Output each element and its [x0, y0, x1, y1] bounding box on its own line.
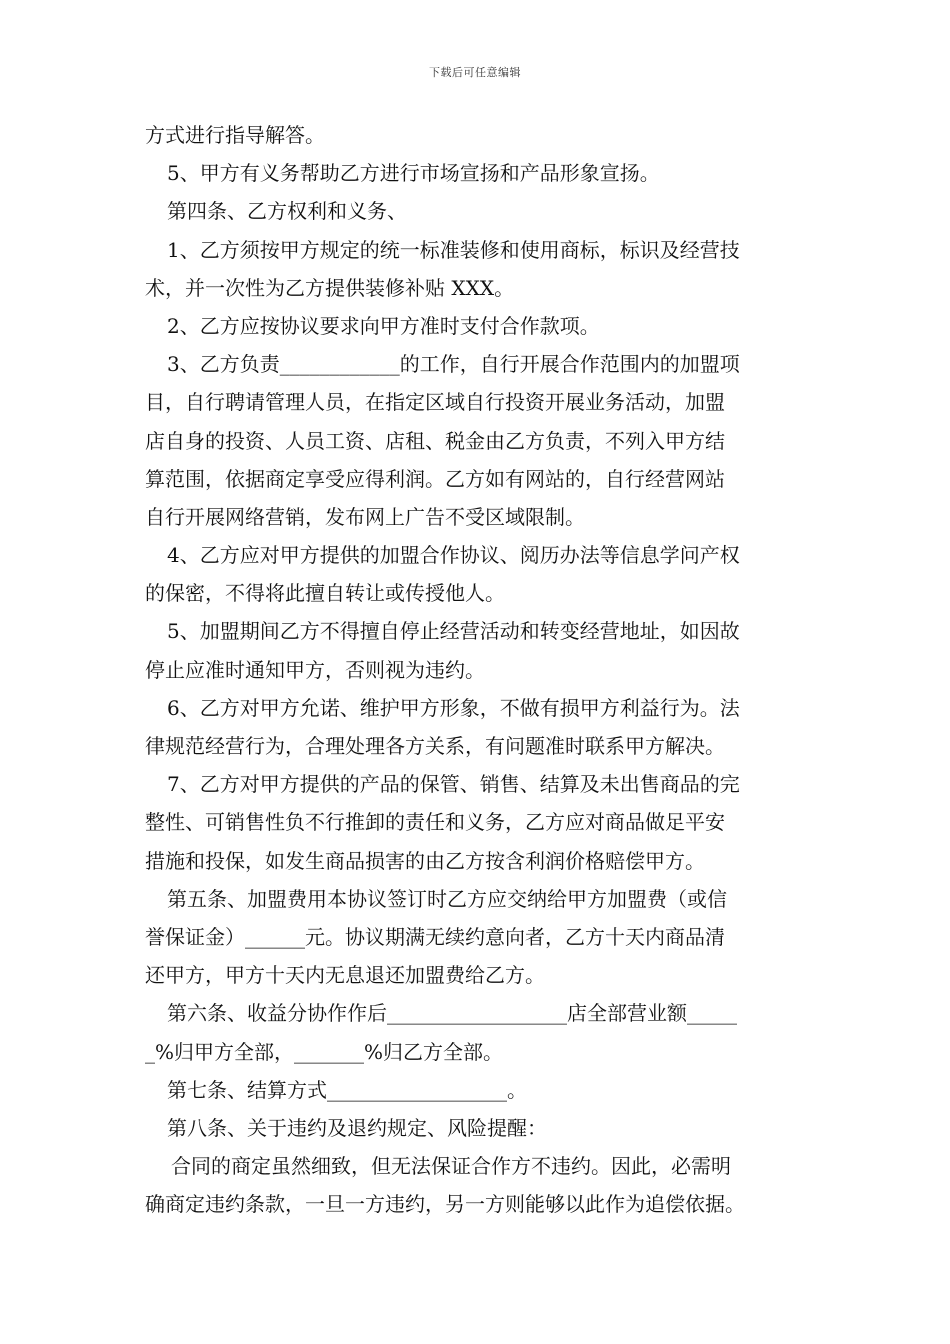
text-line: 还甲方，甲方十天内无息退还加盟费给乙方。: [145, 963, 545, 988]
text-line: 5、甲方有义务帮助乙方进行市场宣扬和产品形象宣扬。: [167, 161, 660, 186]
section-heading: 第七条、结算方式__________________。: [167, 1077, 527, 1102]
page-header: 下载后可任意编辑: [429, 66, 521, 79]
text-line: 3、乙方负责____________的工作，自行开展合作范围内的加盟项: [167, 352, 740, 377]
text-line: 措施和投保，如发生商品损害的由乙方按含利润价格赔偿甲方。: [145, 848, 705, 873]
text-line: 店自身的投资、人员工资、店租、税金由乙方负责，不列入甲方结: [145, 428, 725, 453]
text-line: 4、乙方应对甲方提供的加盟合作协议、阅历办法等信息学问产权: [167, 543, 740, 568]
text-line: 目，自行聘请管理人员，在指定区域自行投资开展业务活动，加盟: [145, 390, 725, 415]
document-body: [145, 116, 810, 1223]
section-heading: 第八条、关于违约及退约规定、风险提醒：: [167, 1115, 547, 1140]
text-line: 誉保证金）______元。协议期满无续约意向者，乙方十天内商品清: [145, 924, 725, 949]
section-heading: 第四条、乙方权利和义务、: [167, 199, 407, 224]
text-line: 方式进行指导解答。: [145, 123, 325, 147]
text-line: 6、乙方对甲方允诺、维护甲方形象，不做有损甲方利益行为。法: [167, 695, 740, 720]
section-heading: 第五条、加盟费用本协议签订时乙方应交纳给甲方加盟费（或信: [167, 886, 727, 911]
text-line: 的保密，不得将此擅自转让或传授他人。: [145, 581, 505, 606]
text-line: 1、乙方须按甲方规定的统一标准装修和使用商标，标识及经营技: [167, 237, 740, 262]
text-line: 确商定违约条款，一旦一方违约，另一方则能够以此作为追偿依据。: [145, 1192, 745, 1217]
text-line: 7、乙方对甲方提供的产品的保管、销售、结算及未出售商品的完: [167, 772, 740, 797]
text-line: 5、加盟期间乙方不得擅自停止经营活动和转变经营地址，如因故: [167, 619, 740, 644]
text-line: 整性、可销售性负不行推卸的责任和义务，乙方应对商品做足平安: [145, 810, 725, 835]
text-line: 2、乙方应按协议要求向甲方准时支付合作款项。: [167, 313, 600, 338]
text-line: _%归甲方全部，_______%归乙方全部。: [145, 1039, 504, 1064]
section-heading: 第六条、收益分协作作后__________________店全部营业额_____: [167, 1001, 737, 1026]
text-line: 律规范经营行为，合理处理各方关系，有问题准时联系甲方解决。: [145, 734, 725, 758]
text-line: 算范围，依据商定享受应得利润。乙方如有网站的，自行经营网站: [145, 466, 725, 491]
text-line: 自行开展网络营销，发布网上广告不受区域限制。: [145, 504, 585, 529]
text-line: 术，并一次性为乙方提供装修补贴 XXX。: [145, 275, 515, 300]
text-line: 合同的商定虽然细致，但无法保证合作方不违约。因此，必需明: [171, 1154, 731, 1179]
text-line: 停止应准时通知甲方，否则视为违约。: [145, 657, 485, 682]
